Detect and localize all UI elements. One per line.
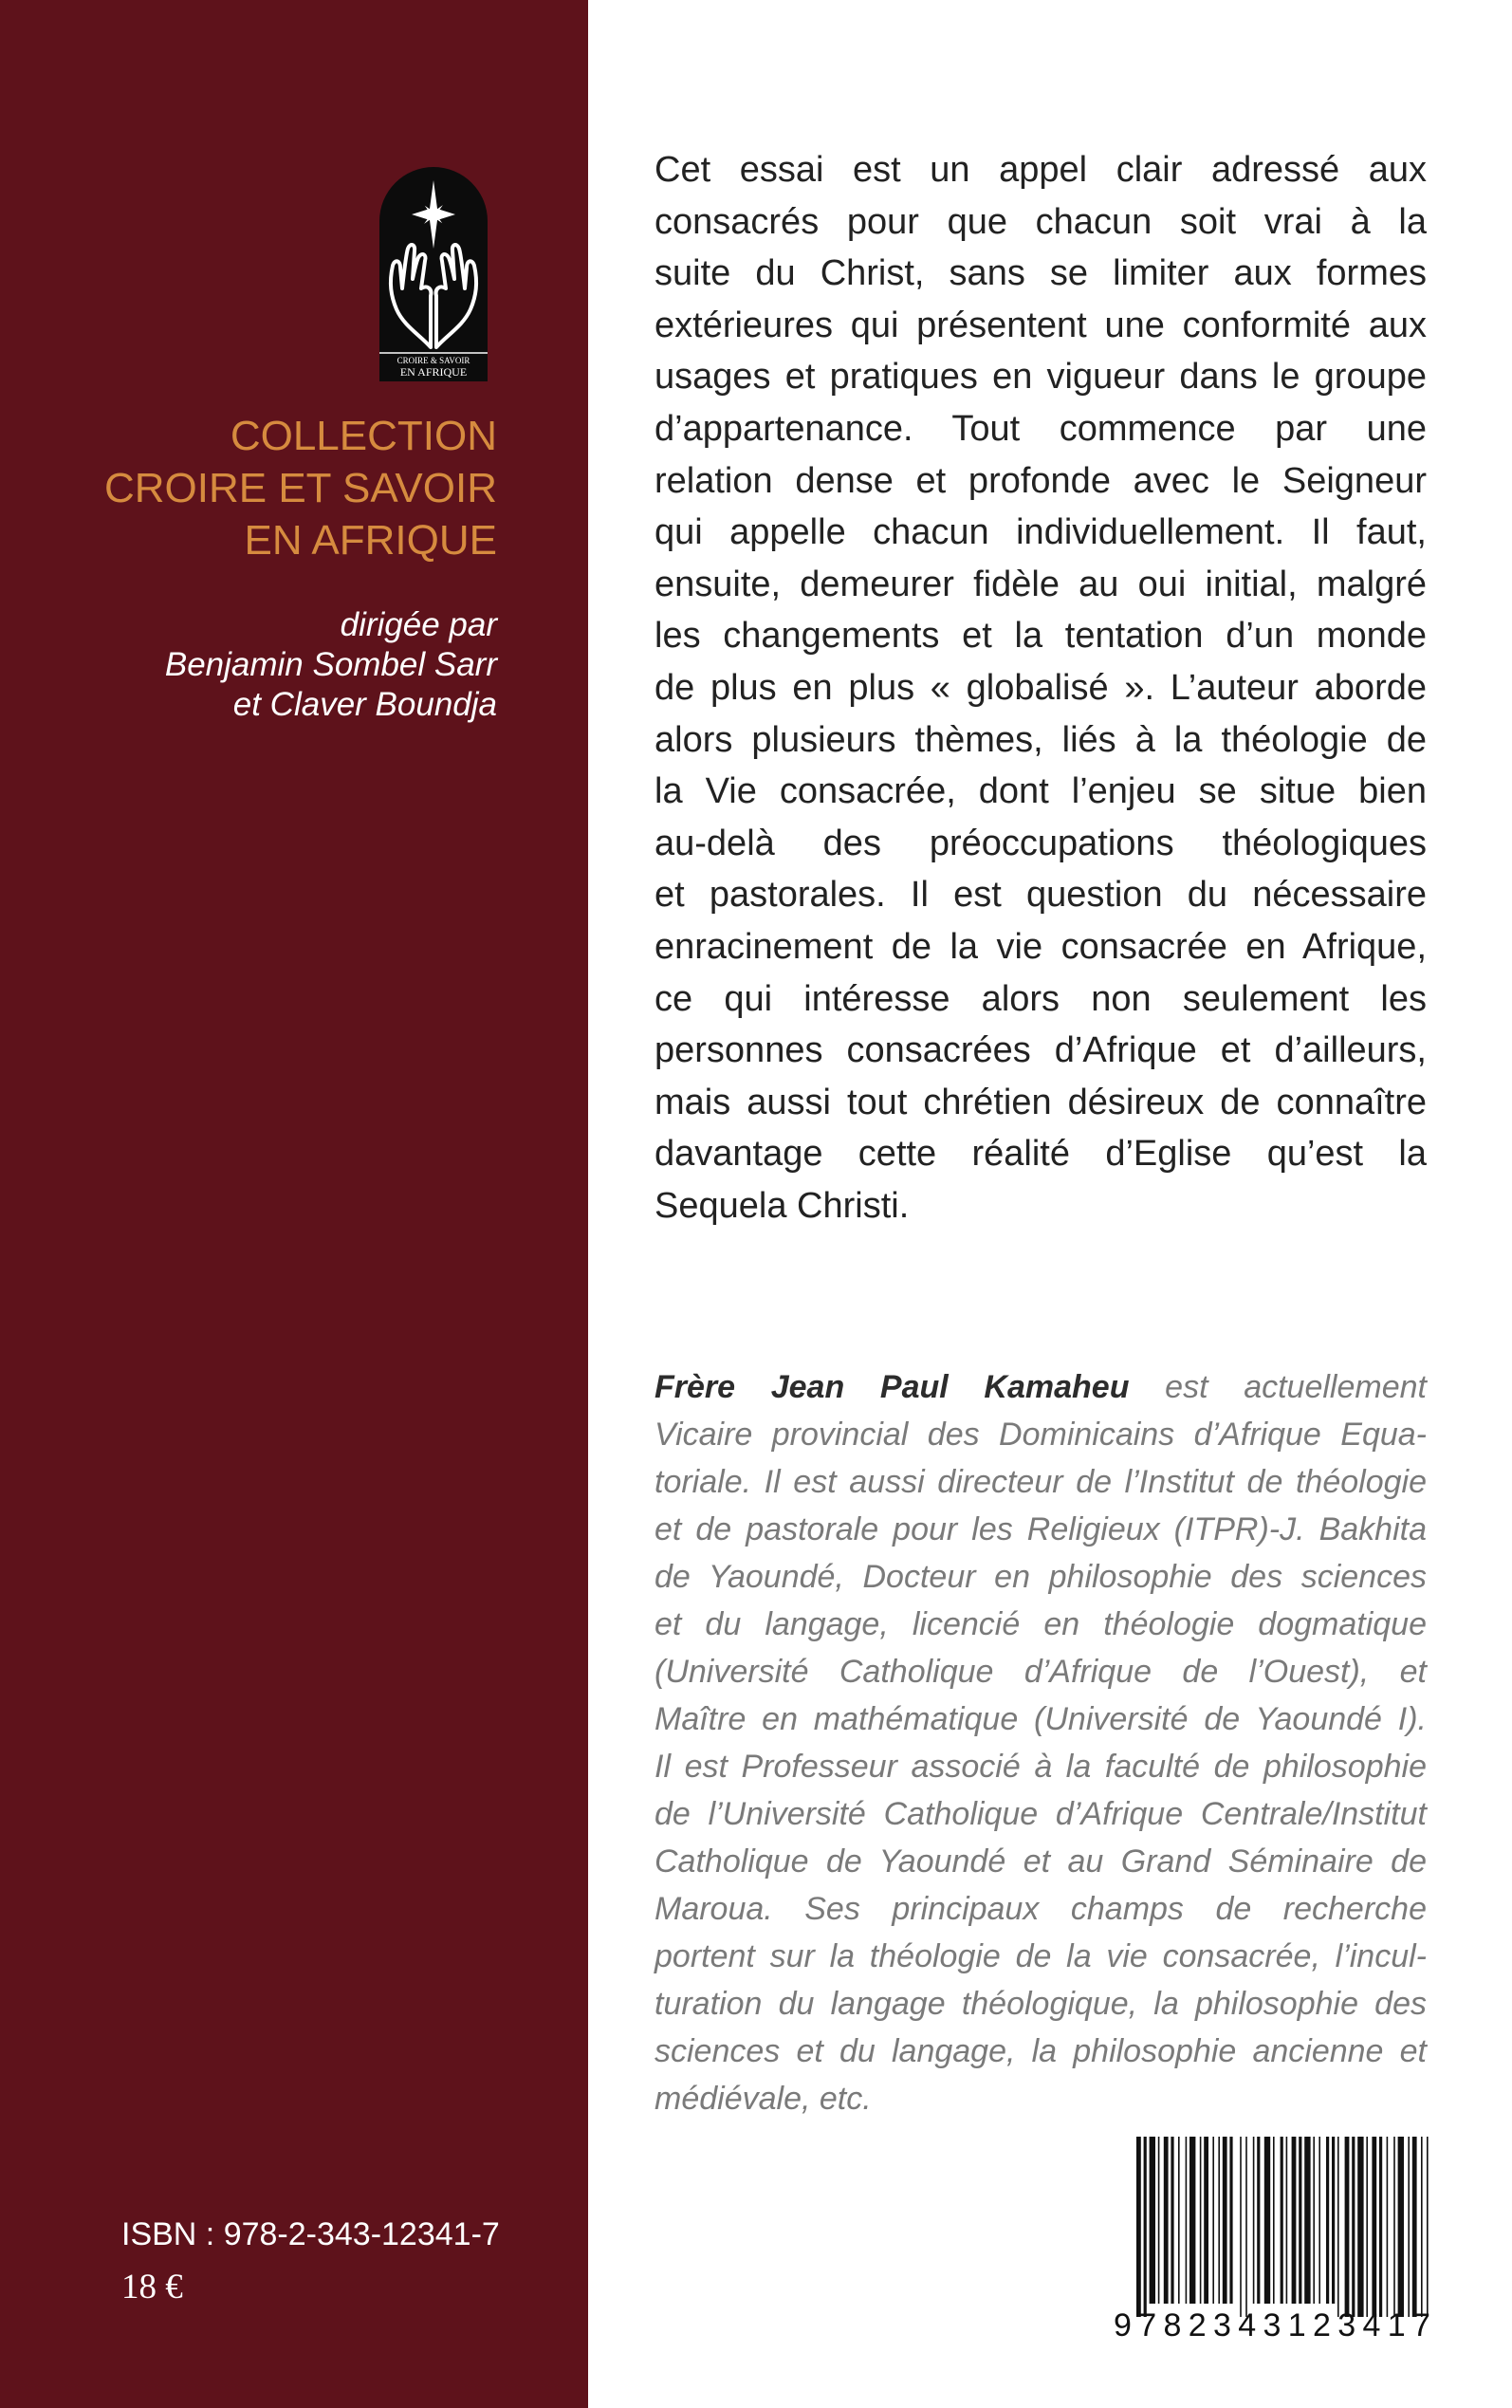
barcode-digit: 1 bbox=[1387, 2307, 1406, 2343]
logo-text-bottom: EN AFRIQUE bbox=[399, 365, 468, 379]
bio-line: Il est Professeur associé à la faculté de philosophie bbox=[655, 1749, 1427, 1785]
price: 18 € bbox=[121, 2268, 183, 2306]
barcode-bar bbox=[1326, 2137, 1329, 2304]
barcode-bar bbox=[1218, 2137, 1220, 2304]
collection-line: COLLECTION bbox=[230, 413, 497, 459]
barcode-bar bbox=[1379, 2137, 1382, 2317]
barcode-digit: 1 bbox=[1287, 2307, 1306, 2343]
barcode-bar bbox=[1366, 2137, 1368, 2317]
directors-line: dirigée par bbox=[340, 606, 497, 643]
summary-line: extérieures qui présentent une conformité aux bbox=[655, 305, 1427, 345]
barcode-digit: 9 bbox=[1114, 2307, 1132, 2343]
barcode-digit: 7 bbox=[1138, 2307, 1157, 2343]
barcode-digit: 2 bbox=[1188, 2307, 1207, 2343]
barcode-bar bbox=[1292, 2137, 1297, 2304]
bio-line: Catholique de Yaoundé et au Grand Séminaire de bbox=[655, 1843, 1427, 1880]
barcode-digit: 3 bbox=[1213, 2307, 1231, 2343]
summary-line: consacrés pour que chacun soit vrai à la bbox=[655, 201, 1427, 242]
barcode-bar bbox=[1286, 2137, 1288, 2304]
barcode-bar bbox=[1337, 2137, 1339, 2317]
barcode-bar bbox=[1136, 2137, 1141, 2317]
barcode-digit: 4 bbox=[1362, 2307, 1381, 2343]
isbn-number: ISBN : 978-2-343-12341-7 bbox=[121, 2216, 500, 2252]
barcode-bar bbox=[1229, 2137, 1232, 2304]
barcode-digits bbox=[1114, 2307, 1430, 2344]
bio-line: sciences et du langage, la philosophie ancienne et bbox=[655, 2033, 1427, 2069]
summary-line: ensuite, demeurer fidèle au oui initial, malgré bbox=[655, 564, 1427, 604]
barcode-bar bbox=[1273, 2137, 1275, 2304]
barcode-bar bbox=[1200, 2137, 1202, 2304]
barcode-bar bbox=[1408, 2137, 1410, 2317]
barcode-bar bbox=[1313, 2137, 1315, 2304]
barcode-bar bbox=[1164, 2137, 1169, 2304]
barcode-bar bbox=[1245, 2137, 1247, 2317]
barcode-bar bbox=[1412, 2137, 1417, 2317]
barcode-bar bbox=[1264, 2137, 1270, 2304]
author-name: Frère Jean Paul Kamaheu bbox=[655, 1369, 1130, 1405]
directors-line: Benjamin Sombel Sarr bbox=[164, 646, 497, 683]
isbn-barcode bbox=[1136, 2137, 1430, 2317]
collection-directors bbox=[23, 605, 497, 725]
bio-line: (Université Catholique d’Afrique de l’Ouest), et bbox=[655, 1654, 1427, 1690]
summary-line: de plus en plus « globalisé ». L’auteur aborde bbox=[655, 667, 1427, 708]
summary-line: alors plusieurs thèmes, liés à la théologie de bbox=[655, 719, 1427, 760]
barcode-bar bbox=[1281, 2137, 1283, 2304]
barcode-bar bbox=[1357, 2137, 1363, 2317]
barcode-bar bbox=[1253, 2137, 1255, 2304]
summary-line: la Vie consacrée, dont l’enjeu se situe bien bbox=[655, 771, 1427, 812]
barcode-bar bbox=[1318, 2137, 1320, 2304]
barcode-bar bbox=[1204, 2137, 1208, 2304]
barcode-bar bbox=[1144, 2137, 1147, 2317]
collection-line: CROIRE ET SAVOIR bbox=[103, 465, 497, 511]
barcode-bar bbox=[1257, 2137, 1260, 2304]
summary-line: enracinement de la vie consacrée en Afrique, bbox=[655, 926, 1427, 967]
barcode-digit: 2 bbox=[1313, 2307, 1331, 2343]
summary-line: Sequela Christi. bbox=[655, 1185, 910, 1226]
bio-line: Maroua. Ses principaux champs de recherche bbox=[655, 1891, 1427, 1927]
summary-line: relation dense et profonde avec le Seigneur bbox=[655, 460, 1427, 501]
barcode-icon bbox=[1136, 2137, 1430, 2317]
barcode-bar bbox=[1212, 2137, 1214, 2304]
bio-line: toriale. Il est aussi directeur de l’Institut de théologie bbox=[655, 1464, 1427, 1500]
barcode-bar bbox=[1299, 2137, 1301, 2304]
barcode-bar bbox=[1393, 2137, 1395, 2317]
bio-line: de Yaoundé, Docteur en philosophie des sciences bbox=[655, 1559, 1427, 1595]
author-bio bbox=[655, 1363, 1427, 2122]
summary-line: qui appelle chacun individuellement. Il faut, bbox=[655, 512, 1427, 553]
summary-line: mais aussi tout chrétien désireux de connaître bbox=[655, 1082, 1427, 1122]
summary-line: davantage cette réalité d’Eglise qu’est la bbox=[655, 1134, 1427, 1175]
left-sidebar-panel bbox=[0, 0, 588, 2408]
summary-line: personnes consacrées d’Afrique et d’ailleurs, bbox=[655, 1030, 1427, 1071]
barcode-bar bbox=[1352, 2137, 1355, 2317]
collection-line: EN AFRIQUE bbox=[244, 517, 497, 564]
summary-line: suite du Christ, sans se limiter aux formes bbox=[655, 253, 1427, 294]
bio-line: Vicaire provincial des Dominicains d’Afrique Equa- bbox=[655, 1417, 1427, 1453]
book-summary bbox=[655, 144, 1427, 1232]
barcode-bar bbox=[1240, 2137, 1242, 2317]
barcode-bar bbox=[1150, 2137, 1155, 2304]
bio-line: médiévale, etc. bbox=[655, 2081, 872, 2117]
summary-line: ce qui intéresse alors non seulement les bbox=[655, 978, 1427, 1019]
summary-line: au-delà des préoccupations théologiques bbox=[655, 823, 1427, 863]
barcode-bar bbox=[1387, 2137, 1389, 2317]
bio-lines bbox=[655, 1411, 1427, 2122]
barcode-bar bbox=[1372, 2137, 1376, 2317]
bio-first-line-rest: est actuellement bbox=[1129, 1369, 1427, 1405]
barcode-bar bbox=[1345, 2137, 1350, 2317]
bio-line: portent sur la théologie de la vie consacrée, l’incul- bbox=[655, 1938, 1427, 1974]
summary-line: d’appartenance. Tout commence par une bbox=[655, 408, 1427, 449]
barcode-bar bbox=[1189, 2137, 1195, 2304]
barcode-digit: 7 bbox=[1412, 2307, 1430, 2343]
summary-line: Cet essai est un appel clair adressé aux bbox=[655, 150, 1427, 190]
barcode-bar bbox=[1186, 2137, 1188, 2304]
hands-star-icon bbox=[379, 167, 488, 381]
directors-line: et Claver Boundja bbox=[232, 686, 497, 723]
bio-line: et du langage, licencié en théologie dogmatique bbox=[655, 1606, 1427, 1642]
barcode-bar bbox=[1223, 2137, 1227, 2304]
bio-first-line bbox=[655, 1363, 1427, 1411]
collection-title bbox=[23, 410, 497, 566]
logo-text-top: CROIRE & SAVOIR bbox=[396, 356, 470, 365]
barcode-bar bbox=[1178, 2137, 1180, 2304]
summary-line: les changements et la tentation d’un monde bbox=[655, 616, 1427, 657]
bio-line: et de pastorale pour les Religieux (ITPR)-J. Bakhita bbox=[655, 1511, 1427, 1547]
barcode-bar bbox=[1158, 2137, 1160, 2304]
barcode-bar bbox=[1421, 2137, 1423, 2317]
barcode-digit: 8 bbox=[1163, 2307, 1182, 2343]
bio-line: de l’Université Catholique d’Afrique Centrale/Institut bbox=[655, 1796, 1427, 1832]
barcode-digit: 3 bbox=[1263, 2307, 1282, 2343]
summary-line: et pastorales. Il est question du nécessaire bbox=[655, 875, 1427, 916]
barcode-digit: 4 bbox=[1238, 2307, 1257, 2343]
barcode-bar bbox=[1427, 2137, 1429, 2317]
barcode-bar bbox=[1304, 2137, 1310, 2304]
barcode-bar bbox=[1398, 2137, 1404, 2317]
barcode-digit: 3 bbox=[1337, 2307, 1356, 2343]
barcode-bar bbox=[1332, 2137, 1335, 2304]
bio-line: Maître en mathématique (Université de Yaoundé I). bbox=[655, 1701, 1427, 1737]
summary-line: usages et pratiques en vigueur dans le groupe bbox=[655, 357, 1427, 398]
barcode-bar bbox=[1171, 2137, 1173, 2304]
collection-logo bbox=[379, 167, 488, 381]
bio-line: turation du langage théologique, la philosophie des bbox=[655, 1986, 1427, 2022]
